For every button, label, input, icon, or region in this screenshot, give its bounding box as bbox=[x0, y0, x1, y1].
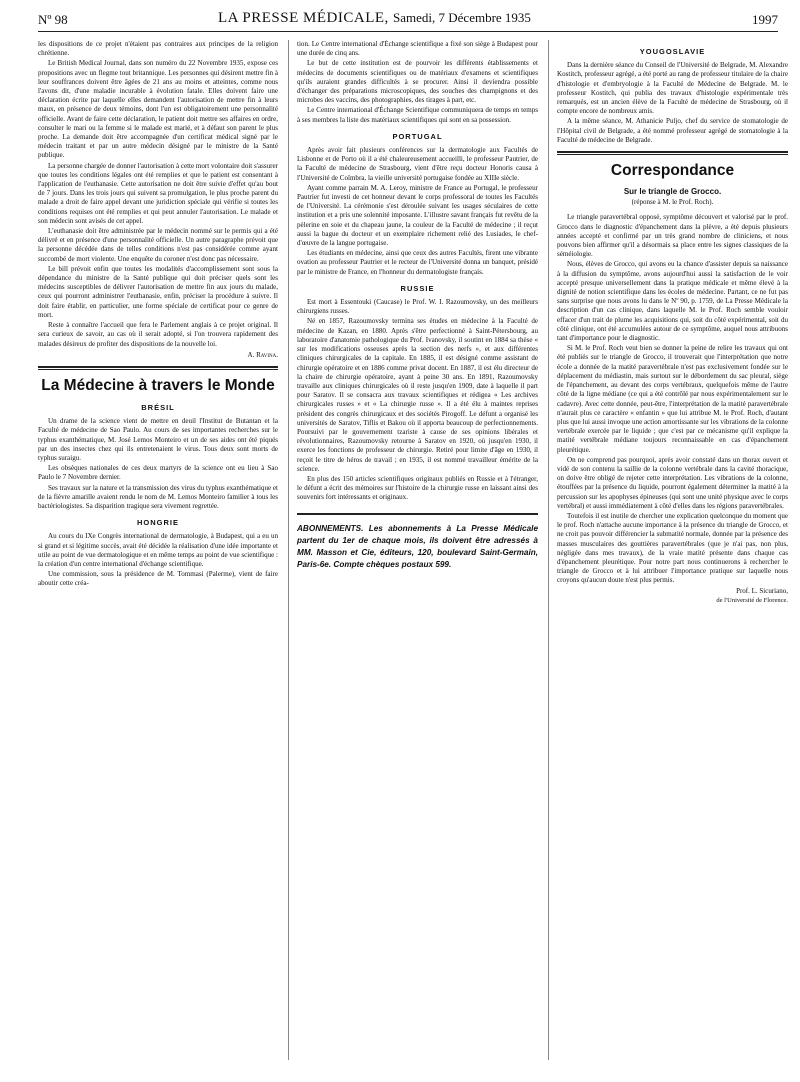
country-heading-bresil: BRÉSIL bbox=[141, 402, 175, 412]
paragraph: Dans la dernière séance du Conseil de l'Université de Belgrade, M. Alexandre Kostitch, professeur agrégé, a été porté au rang de professeur titulaire de la chaire d'histologie et d'embryologie à la Faculté de Médecine de Belgrade. M. le professeur Kostitch, qui publia des travaux d'histologie expérimentale très remarqués, est un ancien élève de la Faculté de médecine de Strasbourg, où il compte encore de nombreux amis. bbox=[557, 61, 788, 116]
paragraph: Si M. le Prof. Roch veut bien se donner la peine de relire les travaux qui ont été publiés sur le triangle de Grocco, il trouverait que l'interprétation que notre école a donnée de la matité paravertébrale n'est pas exclusivement fondée sur le déplacement du médiastin, mais surtout sur le débordement du sac pleural, siège de l'épanchement, au devant des corps vertébraux, quelquefois même de l'autre côté de la ligne médiane (ce qui a été contrôlé par nous expérimentalement sur le cadavre). Avec cette donnée, peut-être, l'interprétation de la matité paravertébrale n'aurait plus ce caractère « enfantin » que lui attribue M. le Prof. Roch, d'autant plus que lui aussi invoque une action amortissante sur les vibrations de la colonne vertébrale exercée par le liquide ; que c'est par ce mécanisme qu'il explique la matité vertébrale médiane toujours reconnaissable en cas d'épanchement pleurétique. bbox=[557, 344, 788, 454]
journal-name: LA PRESSE MÉDICALE, bbox=[218, 10, 389, 26]
column-2 bbox=[288, 40, 538, 1060]
article-subtitle: (réponse à M. le Prof. Roch). bbox=[631, 198, 714, 207]
paragraph: Est mort à Essentouki (Caucase) le Prof. W. I. Razoumovsky, un des meilleurs chirurgiens russes. bbox=[297, 298, 538, 316]
page-header bbox=[38, 10, 778, 32]
paragraph: Le bill prévoit enfin que toutes les modalités d'accomplissement sont sous la dépendance du ministre de la Santé publique qui doit préciser quels sont les médecins susceptibles de délivrer l'autorisation de mettre fin aux jours du malade, ceux qui pourront administrer l'euthanasie, enfin, préciser la procédure à suivre. Il doit faire établir, en particulier, une forme spéciale de certificat pour ce genre de mort. bbox=[38, 264, 278, 319]
paragraph: Au cours du IXe Congrès international de dermatologie, à Budapest, qui a eu un si grand et si légitime succès, avait été décidée la réalisation d'une idée importante et utile au point de vue dermatologique et en même temps au point de vue scientifique : la création d'un centre international d'échange scientifique. bbox=[38, 532, 278, 568]
issue-number: Nº 98 bbox=[38, 12, 68, 27]
paragraph: L'euthanasie doit être administrée par le médecin nommé sur le permis qui a été délivré et en présence d'une personnalité officielle. Un autre paragraphe prévoit que la personne décédée dans de telles conditions n'est pas considérée comme ayant succombé de mort violente. Une enquête du coroner n'est donc pas nécessaire. bbox=[38, 227, 278, 263]
paragraph: Les étudiants en médecine, ainsi que ceux des autres Facultés, firent une vibrante ovation au professeur Pautrier et le recteur de l'Université donna un banquet, présidé par le ministre de France, en l'honneur du dermatologiste français. bbox=[297, 249, 538, 276]
paragraph: La personne chargée de donner l'autorisation à cette mort volontaire doit s'assurer que toutes les conditions légales ont été remplies et que le patient est consentant à l'application de l'euthanasie. Cette autorisation ne doit être suivie d'effet qu'au bout de 7 jours. Dans les trois jours qui suivent sa promulgation, le plus proche parent du malade a droit de faire appel devant une juridiction spéciale qui vérifie si toutes les conditions requises ont été remplies et qui peut annuler l'autorisation. Le malade et son médecin sont avisés de cet appel. bbox=[38, 161, 278, 225]
paragraph: Le British Medical Journal, dans son numéro du 22 Novembre 1935, expose ces propositions avec un flegme tout britannique. Les personnes qui désirent mettre fin à leur souffrances doivent être âgées de 21 ans au moins et atteintes, comme nous l'avons dit, d'une maladie incurable à évolution fatale. Elles doivent faire une déclaration écrite par laquelle elles demandent l'autorisation de mettre fin à leurs maux, en présence de deux témoins, dont l'un est obligatoirement une personnalité officielle. Avant de faire cette déclaration, le patient doit mettre ses affaires en ordre, consulter le mari ou la femme si le malade est marié, et à défaut son parent le plus proche. La demande doit être accompagnée d'un certificat médical signé par le médecin traitant et par un autre médecin désigné par le ministre de la Santé publique. bbox=[38, 59, 278, 160]
paragraph: Le triangle paravertébral opposé, symptôme découvert et valorisé par le prof. Grocco dans le diagnostic d'épanchement dans la plèvre, a été depuis plusieurs années accepté et confirmé par un très grand nombre de cliniciens, et nous pouvons bien affirmer qu'il a désormais sa place entre les signes classiques de la séméiologie. bbox=[557, 213, 788, 259]
section-title: Correspondance bbox=[610, 162, 735, 180]
paragraph: Un drame de la science vient de mettre en deuil l'Institut de Butantan et la Faculté de médecine de Sao Paulo. Au cours de ses importantes recherches sur le typhus exanthématique, M. José Lemos Monteiro et un de ses aides ont été piqués par un des insectes chez qui ils entretenaient le virus. Tous deux sont morts de typhus suraigu. bbox=[38, 417, 278, 462]
paragraph: Reste à connaître l'accueil que fera le Parlement anglais à ce projet original. Il sera curieux de savoir, au cas où il serait adopté, si l'on trouvera rapidement des malades désireux de profiter des dispositions de la nouvelle loi. bbox=[38, 321, 278, 348]
paragraph: Le but de cette institution est de pourvoir les différents établissements et médecins de documents scientifiques ou de matériaux d'examens et scientifiques qu'ils auraient grandes difficultés à se procurer. Ainsi il deviendra possible d'échanger des préparations microscopiques, des souches des champignons et des microbes des vaccins, des photographies, des tirages à part, etc. bbox=[297, 59, 538, 105]
author-signature: Prof. L. Sicuriano, bbox=[736, 586, 788, 595]
journal-title bbox=[218, 10, 531, 27]
issue-date: Samedi, 7 Décembre 1935 bbox=[393, 10, 531, 25]
paragraph: On ne comprend pas pourquoi, après avoir constaté dans un thorax ouvert et vidé de son contenu la saillie de la colonne vertébrale dans la cavité thoracique, on doive être obligé de rejeter cette interprétation. Les vibrations de la colonne, étouffées par la présence du liquide, pourront également déterminer la matité à la percussion sur les apophyses épineuses (qui sont une unité physique avec le corps vertébral) et aussi immédiatement à côté d'elles dans les régions paravertébrales. bbox=[557, 455, 788, 510]
article-title: Sur le triangle de Grocco. bbox=[623, 187, 722, 197]
paragraph: Né en 1857, Razoumovsky termina ses études en médecine à la Faculté de médecine de Kazan, en 1880. Après s'être perfectionné à Saint-Pétersbourg, au laboratoire d'anatomie pathologique du Prof. Ivanovsky, il soutint en 1884 sa thèse « sur les modifications osseuses après la section des nerfs », et aux différentes cliniques chirurgicales de la capitale. En 1885, il est désigné comme assistant de chirurgie opératoire et en 1886 comme privat docent. En 1887, il est élu directeur de la chaire de chirurgie opératoire, ayant à peine 30 ans. En 1891, Razoumovsky travaille aux cliniques chirurgicales où il reste jusqu'en 1909, date à laquelle il part pour Saratov. Il se consacra aux travaux scientifiques et rédigea « Les archives chirurgicales russes » et « La chirurgie russe ». Il a été élu à maintes reprises président des congrès chirurgicaux et des sociétés Pirogoff. Le défunt a organisé les universités de Saratov, Tiflis et Bakou où il apporta beaucoup de perfectionnements. Poursuivi par le gouvernement tzariste à cause de ses opinions libérales et révolutionnaires, Razoumovsky retourne à Saratov en 1920, où jusqu'en 1930, il exerce les fonctions de professeur de chirurgie. Retiré pour limite d'âge en 1930, il reçoit le titre de héros de travail ; en 1935, il est nommé travailleur émérite de la science. bbox=[297, 317, 538, 473]
section-title: La Médecine à travers le Monde bbox=[41, 376, 275, 394]
country-heading-yougoslavie: YOUGOSLAVIE bbox=[639, 47, 706, 56]
country-heading-russie: RUSSIE bbox=[400, 283, 435, 293]
paragraph: Nous, élèves de Grocco, qui avons eu la chance d'assister depuis sa naissance à la diffusion du symptôme, avons aujourd'hui aussi la satisfaction de le voir accepté presque universellement dans la pratique médicale et même élevé à la dignité de notion scientifique dans les écoles de médecine. Partant, ce ne fut pas sans surprise que nous avons lu dans le Nº 90, p. 1759, de La Presse Médicale la description d'un cas clinique, dans laquelle M. le Prof. Roch semble vouloir effacer d'un trait de plume les acquisitions qui, soit du côté expérimental, soit du côté clinique, ont été accumulées autour de ce symptôme, auquel nous attribuons tant d'importance pour le diagnostic. bbox=[557, 260, 788, 343]
column-3 bbox=[548, 40, 788, 1060]
divider bbox=[557, 151, 788, 155]
column-1 bbox=[38, 40, 278, 1070]
author-signature: A. Ravina. bbox=[247, 350, 278, 359]
subscription-notice: ABONNEMENTS. Les abonnements à La Presse Médicale partent du 1er de chaque mois, ils doivent être adressés à MM. Masson et Cie, éditeurs, 120, boulevard Saint-Germain, Paris-6e. Compte chèques postaux 599. bbox=[297, 513, 538, 571]
divider bbox=[38, 366, 278, 370]
country-heading-hongrie: HONGRIE bbox=[136, 518, 179, 528]
paragraph: Le Centre international d'Échange Scientifique communiquera de temps en temps à ses membres la liste des matériaux scientifiques qui sont en sa possession. bbox=[297, 106, 538, 124]
page-number: 1997 bbox=[752, 12, 778, 27]
paragraph: Toutefois il est inutile de chercher une explication quelconque du moment que le prof. Roch n'attache aucune importance à la présence du triangle de Grocco, et ne croit pas pouvoir différencier la submatité normale, donnée par la présence des masses musculaires des gouttières paravertébrales (que je n'ai pas, non plus, négligée dans mes travaux), de la vraie matité présente dans chaque cas d'épanchement pleurétique. Pour notre part nous continuerons à rechercher le triangle de Grocco et à lui attribuer l'importance pratique sur laquelle nous croyons qu'aucun doute n'est plus permis. bbox=[557, 511, 788, 585]
paragraph: tion. Le Centre international d'Échange scientifique a fixé son siège à Budapest pour une durée de cinq ans. bbox=[297, 40, 538, 58]
paragraph: En plus des 150 articles scientifiques originaux publiés en Russie et à l'étranger, le défunt a écrit des mémoires sur l'histoire de la chirurgie russe en laissant ainsi des souvenirs fort intéressants et originaux. bbox=[297, 474, 538, 502]
paragraph: A la même séance, M. Athanicie Puljo, chef du service de stomatologie de l'Hôpital civil de Belgrade, a été nommé professeur agrégé de stomatologie à la Faculté de médecine de Belgrade. bbox=[557, 117, 788, 144]
country-heading-portugal: PORTUGAL bbox=[392, 131, 443, 141]
paragraph: Après avoir fait plusieurs conférences sur la dermatologie aux Facultés de Lisbonne et de Porto où il a été chaleureusement accueilli, le professeur Pautrier, de la Faculté de médecine de Strasbourg, vient d'être reçu docteur Honoris causa à l'Université de Coïmbra, la vieille université portugaise fondée au XIIIe siècle. bbox=[297, 146, 538, 182]
paragraph: Les obsèques nationales de ces deux martyrs de la science ont eu lieu à Sao Paulo le 7 Novembre dernier. bbox=[38, 464, 278, 482]
paragraph: Ayant comme parrain M. A. Leroy, ministre de France au Portugal, le professeur Pautrier fut investi de cet honneur devant le corps professoral de toutes les Facultés de l'Université. La cérémonie s'est déroulée suivant les usages séculaires de cette institution et a pris une solennité imposante. L'illustre savant français fut revêtu de la pèlerine en soie et du chapeau jaune, la couleur de la Faculté de médecine ; il reçut aussi la bague du docteur et un exemplaire richement relié des Lusiades, le chef-d'œuvre de la langue portugaise. bbox=[297, 183, 538, 248]
paragraph: Une commission, sous la présidence de M. Tommasi (Palerme), vient de faire aboutir cette créa- bbox=[38, 570, 278, 588]
paragraph: les dispositions de ce projet n'étaient pas contraires aux principes de la religion chrétienne. bbox=[38, 40, 278, 58]
paragraph: Ses travaux sur la nature et la transmission des virus du typhus exanthématique et de la fièvre amarille avaient rendu le nom de M. Lemos Monteiro familier à tous les bactériologistes. Sa disparition tragique sera vivement regrettée. bbox=[38, 483, 278, 510]
author-affiliation: de l'Université de Florence. bbox=[716, 596, 788, 604]
